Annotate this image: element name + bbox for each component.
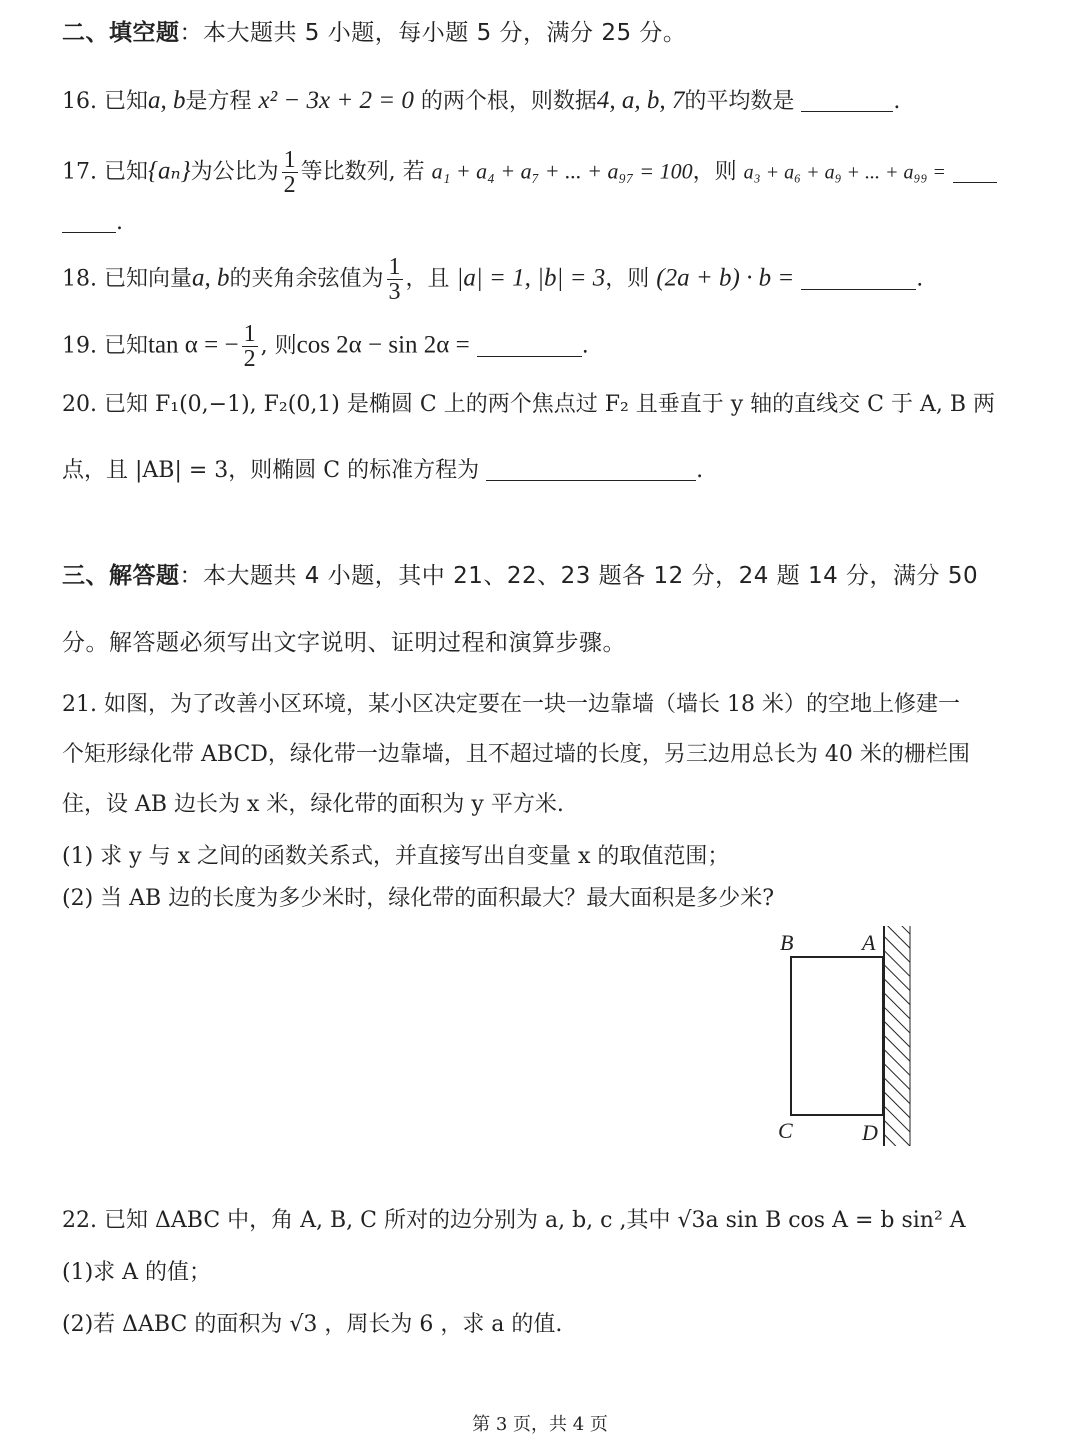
rectangle-wall-diagram xyxy=(770,922,920,1152)
q17-text1: 已知 xyxy=(104,159,149,185)
q18-frac-den: 3 xyxy=(388,279,401,305)
q21-line2: 个矩形绿化带 ABCD，绿化带一边靠墙，且不超过墙的长度，另三边用总长为 40 米的栅栏围 xyxy=(62,742,970,767)
section3-heading xyxy=(62,561,978,591)
q17-text4: ，则 xyxy=(692,159,737,185)
page-footer: 第 3 页，共 4 页 xyxy=(472,1414,608,1435)
q16-equation: x² − 3x + 2 = 0 xyxy=(258,87,414,114)
label-C: C xyxy=(778,1118,793,1143)
q20-end: . xyxy=(696,458,704,483)
q19-frac-den: 2 xyxy=(243,346,256,372)
q18-number: 18. xyxy=(62,266,97,292)
question-18 xyxy=(62,255,923,304)
q17-sequence: {aₙ} xyxy=(148,157,191,185)
green-belt-rectangle xyxy=(791,957,883,1115)
question-20 xyxy=(62,390,995,420)
q19-lhs: tan α = − xyxy=(148,331,239,359)
q18-fraction xyxy=(387,255,403,304)
q17-answer-blank-b[interactable] xyxy=(62,210,116,233)
q17-condition: a₁ + a₄ + a₇ + ... + a₉₇ = 100 xyxy=(431,158,693,184)
q19-text2: , 则 xyxy=(260,333,297,359)
q16-answer-blank[interactable] xyxy=(801,89,893,112)
q17-answer-blank-a[interactable] xyxy=(953,160,997,183)
q20-line1: 已知 F₁(0,−1), F₂(0,1) 是椭圆 C 上的两个焦点过 F₂ 且垂直于 y 轴的直线交 C 于 A, B 两 xyxy=(104,392,996,417)
q16-ab: a, b xyxy=(148,87,186,114)
q19-fraction xyxy=(242,322,258,371)
q20-answer-blank[interactable] xyxy=(486,458,696,481)
label-A: A xyxy=(862,930,876,955)
q20-number: 20. xyxy=(62,392,97,417)
q22-line1: 22. 已知 ΔABC 中，角 A, B, C 所对的边分别为 a, b, c ,其中 √3a sin B cos A = b sin² A xyxy=(62,1208,966,1233)
q16-text1: 已知 xyxy=(104,89,149,114)
q16-text4: 的平均数是 xyxy=(684,89,795,114)
q19-number: 19. xyxy=(62,333,97,359)
q18-vectors: a, b xyxy=(192,264,230,292)
q17-continuation xyxy=(62,208,123,238)
q17-end: . xyxy=(116,210,123,235)
q18-text2: 的夹角余弦值为 xyxy=(229,266,384,292)
q16-data: 4, a, b, 7 xyxy=(596,87,685,114)
q21-part1: (1) 求 y 与 x 之间的函数关系式，并直接写出自变量 x 的取值范围； xyxy=(62,844,730,869)
q18-text1: 已知向量 xyxy=(104,266,193,292)
question-17 xyxy=(62,148,997,197)
q17-fraction xyxy=(282,148,298,197)
q18-expression: (2a + b) · b = xyxy=(656,264,795,292)
q17-frac-num: 1 xyxy=(283,147,296,173)
section3-desc2: 分。解答题必须写出文字说明、证明过程和演算步骤。 xyxy=(62,630,626,656)
q16-text3: 的两个根，则数据 xyxy=(420,89,597,114)
q21-part2: (2) 当 AB 边的长度为多少米时，绿化带的面积最大？最大面积是多少米? xyxy=(62,886,774,911)
section2-title: 二、填空题 xyxy=(62,20,180,46)
q19-text1: 已知 xyxy=(104,333,149,359)
q17-text2: 为公比为 xyxy=(190,159,279,185)
q18-end: . xyxy=(916,266,924,292)
section3-desc: ：本大题共 4 小题，其中 21、22、23 题各 12 分，24 题 14 分，满分 50 xyxy=(179,563,979,589)
q19-frac-num: 1 xyxy=(243,321,256,347)
q18-text4: ，则 xyxy=(605,266,650,292)
question-20-line2 xyxy=(62,456,703,486)
label-B: B xyxy=(780,930,794,955)
q20-line2: 点，且 |AB| = 3，则椭圆 C 的标准方程为 xyxy=(62,458,480,483)
section3-title: 三、解答题 xyxy=(62,563,180,589)
question-16 xyxy=(62,86,900,117)
q18-frac-num: 1 xyxy=(388,254,401,280)
wall-hatching xyxy=(884,926,910,1146)
question-19 xyxy=(62,322,589,371)
q17-number: 17. xyxy=(62,159,97,185)
q19-end: . xyxy=(581,333,589,359)
q18-answer-blank[interactable] xyxy=(801,267,916,290)
q17-ask: a₃ + a₆ + a₉ + ... + a₉₉ = xyxy=(743,161,946,184)
q21-line1: 21. 如图，为了改善小区环境，某小区决定要在一块一边靠墙（墙长 18 米）的空地上修建一 xyxy=(62,692,960,717)
q21-line3: 住，设 AB 边长为 x 米，绿化带的面积为 y 平方米. xyxy=(62,792,564,817)
q19-expression: cos 2α − sin 2α = xyxy=(296,331,470,359)
label-D: D xyxy=(862,1120,878,1145)
q16-end: . xyxy=(893,89,901,114)
q17-frac-den: 2 xyxy=(283,172,296,198)
q16-number: 16. xyxy=(62,89,97,114)
q18-text3: ，且 xyxy=(405,266,450,292)
q22-part2: (2)若 ΔABC 的面积为 √3 ，周长为 6 ，求 a 的值. xyxy=(62,1312,563,1337)
q19-answer-blank[interactable] xyxy=(477,334,582,357)
q22-part1: (1)求 A 的值； xyxy=(62,1260,212,1285)
q16-text2: 是方程 xyxy=(185,89,252,114)
q18-magnitudes: |a| = 1, |b| = 3 xyxy=(456,264,606,292)
section2-desc: ：本大题共 5 小题，每小题 5 分，满分 25 分。 xyxy=(179,20,687,46)
q17-text3: 等比数列, 若 xyxy=(300,159,425,185)
section2-heading xyxy=(62,18,686,48)
